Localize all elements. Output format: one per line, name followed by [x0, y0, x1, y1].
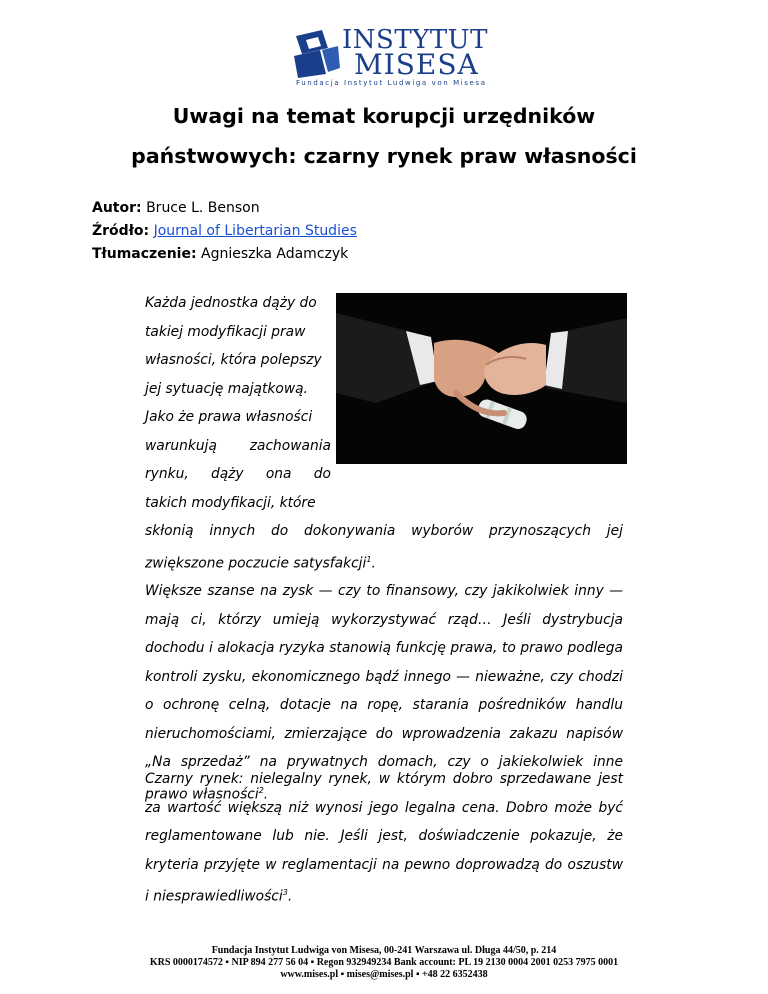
footer-address: Fundacja Instytut Ludwiga von Misesa, 00-241 Warszawa ul. Długa 44/50, p. 214 — [211, 945, 557, 956]
translator-value: Agnieszka Adamczyk — [201, 246, 349, 262]
paragraph-2-text: Większe szanse na zysk — czy to finansowy, czy jakikolwiek inny — mają ci, którzy umieją wykorzystywać rząd… Jeśli dystrybucja dochodu i alokacja ryzyka stanowią funkcję prawa, to prawo podlega kontroli zysku, ekonomicznego bądź innego — nieważne, czy chodzi o ochronę celną, dotacje na ropę, starania pośredników handlu nieruchomościami, zmierzające do wprowadzenia zakazu napisów „Na sprzedaż” na prywatnych domach, czy o jakiekolwiek inne prawo własności — [145, 583, 623, 803]
logo-mark-icon — [292, 28, 342, 78]
logo-text-misesa: MISESA — [354, 48, 479, 81]
logo-text-instytut: INSTYTUT — [342, 25, 488, 55]
footnote-ref-3[interactable]: 3 — [282, 888, 288, 897]
author-label: Autor: — [92, 200, 142, 216]
paragraph-1-column: Każda jednostka dąży do takiej modyfikacji praw własności, która polepszy jej sytuację majątkową. Jako że prawa własności warunkują zachowania rynku, dąży ona do takich modyfikacji, które — [145, 295, 331, 511]
footer-contact: www.mises.pl ▪ mises@mises.pl ▪ +48 22 6352438 — [280, 969, 488, 980]
footnote-ref-1[interactable]: 1 — [366, 554, 372, 564]
footer — [0, 945, 768, 981]
source-link[interactable]: Journal of Libertarian Studies — [153, 223, 357, 239]
handshake-bribe-photo — [336, 293, 627, 464]
author-line — [92, 199, 260, 217]
paragraph-2: Większe szanse na zysk — czy to finansowy, czy jakikolwiek inny — mają ci, którzy umieją wykorzystywać rząd… Jeśli dystrybucja dochodu i alokacja ryzyka stanowią funkcję prawa, to prawo podlega kontroli zysku, ekonomicznego bądź innego — nieważne, czy chodzi o ochronę celną, dotacje na ropę, starania pośredników handlu nieruchomościami, zmierzające do wprowadzenia zakazu napisów „Na sprzedaż” na prywatnych domach, czy o jakiekolwiek inne prawo własności$^2$. — [145, 583, 623, 803]
paragraph-1: skłonią innych do dokonywania wyborów przynoszących jej zwiększone poczucie satysfakcji$^1$. — [145, 523, 623, 572]
source-line — [92, 222, 357, 240]
source-label: Źródło: — [92, 223, 150, 239]
paragraph-3: Czarny rynek: nielegalny rynek, w którym dobro sprzedawane jest za wartość większą niż wynosi jego legalna cena. Dobro może być reglamentowane lub nie. Jeśli jest, doświadczenie pokazuje, że kryteria przyjęte w reglamentacji na pewno doprowadzą do oszustw i niesprawiedliwości$^3$. — [145, 771, 623, 905]
translation-line — [92, 245, 348, 263]
footer-registry: KRS 0000174572 ▪ NIP 894 277 56 04 ▪ Regon 932949234 Bank account: PL 19 2130 0004 2001 0253 7975 0001 — [149, 957, 619, 968]
footnote-ref-2[interactable]: 2 — [258, 785, 264, 795]
paragraph-3-text: Czarny rynek: nielegalny rynek, w którym dobro sprzedawane jest za wartość większą niż wynosi jego legalna cena. Dobro może być reglamentowane lub nie. Jeśli jest, doświadczenie pokazuje, że kryteria przyjęte w reglamentacji na pewno doprowadzą do oszustw i niesprawiedliwości — [145, 771, 623, 905]
logo-subtitle: Fundacja Instytut Ludwiga von Misesa — [296, 79, 487, 87]
handshake-illustration-icon — [336, 293, 627, 464]
instytut-misesa-logo — [292, 24, 488, 88]
author-value: Bruce L. Benson — [146, 200, 260, 216]
title-line-2: państwowych: czarny rynek praw własności — [131, 144, 637, 168]
page-title — [0, 96, 768, 176]
translation-label: Tłumaczenie: — [92, 246, 197, 262]
title-line-1: Uwagi na temat korupcji urzędników — [172, 104, 596, 128]
